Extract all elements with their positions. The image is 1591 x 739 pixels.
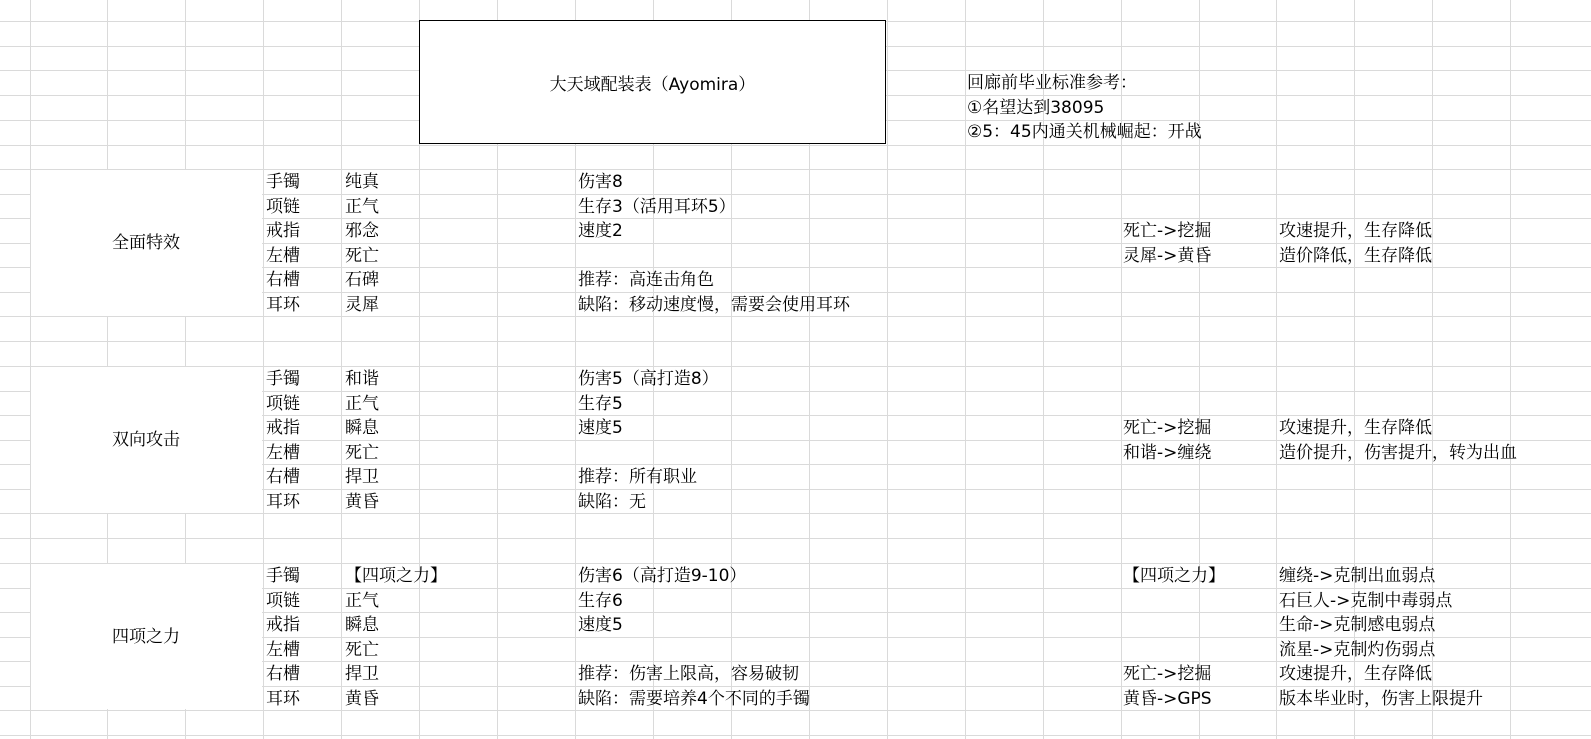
item-cell[interactable]: 纯真 xyxy=(345,172,379,192)
slot-cell[interactable]: 右槽 xyxy=(266,467,300,487)
item-cell[interactable]: 死亡 xyxy=(345,246,379,266)
item-cell[interactable]: 石碑 xyxy=(345,270,379,290)
slot-cell[interactable]: 戒指 xyxy=(266,615,300,635)
item-cell[interactable]: 正气 xyxy=(345,394,379,414)
note-cell[interactable]: 伤害6（高打造9-10） xyxy=(578,566,747,586)
note-cell[interactable]: 推荐：高连击角色 xyxy=(578,270,714,290)
effect-cell[interactable]: 攻速提升，生存降低 xyxy=(1279,664,1432,684)
swap-cell[interactable]: 和谐->缠绕 xyxy=(1123,443,1212,463)
effect-cell[interactable]: 流星->克制灼伤弱点 xyxy=(1279,640,1436,660)
slot-cell[interactable]: 左槽 xyxy=(266,640,300,660)
note-cell[interactable]: 生存5 xyxy=(578,394,623,414)
section-label[interactable]: 四项之力 xyxy=(112,627,180,647)
note-cell[interactable]: 生存6 xyxy=(578,591,623,611)
slot-cell[interactable]: 手镯 xyxy=(266,172,300,192)
item-cell[interactable]: 邪念 xyxy=(345,221,379,241)
note-cell[interactable]: 缺陷：移动速度慢，需要会使用耳环 xyxy=(578,295,850,315)
item-cell[interactable]: 【四项之力】 xyxy=(345,566,447,586)
effect-cell[interactable]: 攻速提升，生存降低 xyxy=(1279,221,1432,241)
section-label[interactable]: 双向攻击 xyxy=(112,430,180,450)
slot-cell[interactable]: 手镯 xyxy=(266,369,300,389)
reference-item-2[interactable]: ②5：45内通关机械崛起：开战 xyxy=(967,122,1202,142)
section-label[interactable]: 全面特效 xyxy=(112,233,180,253)
effect-cell[interactable]: 缠绕->克制出血弱点 xyxy=(1279,566,1436,586)
item-cell[interactable]: 瞬息 xyxy=(345,418,379,438)
swap-cell[interactable]: 死亡->挖掘 xyxy=(1123,221,1212,241)
slot-cell[interactable]: 耳环 xyxy=(266,492,300,512)
effect-cell[interactable]: 版本毕业时，伤害上限提升 xyxy=(1279,689,1483,709)
reference-item-1[interactable]: ①名望达到38095 xyxy=(967,98,1105,118)
slot-cell[interactable]: 戒指 xyxy=(266,221,300,241)
note-cell[interactable]: 速度5 xyxy=(578,615,623,635)
note-cell[interactable]: 伤害5（高打造8） xyxy=(578,369,719,389)
swap-cell[interactable]: 死亡->挖掘 xyxy=(1123,418,1212,438)
item-cell[interactable]: 瞬息 xyxy=(345,615,379,635)
sheet-title-box[interactable] xyxy=(419,20,886,144)
note-cell[interactable]: 速度5 xyxy=(578,418,623,438)
item-cell[interactable]: 死亡 xyxy=(345,443,379,463)
note-cell[interactable]: 推荐：伤害上限高，容易破韧 xyxy=(578,664,799,684)
note-cell[interactable]: 缺陷：需要培养4个不同的手镯 xyxy=(578,689,810,709)
reference-heading[interactable]: 回廊前毕业标准参考： xyxy=(967,73,1137,93)
note-cell[interactable]: 速度2 xyxy=(578,221,623,241)
slot-cell[interactable]: 项链 xyxy=(266,197,300,217)
item-cell[interactable]: 黄昏 xyxy=(345,492,379,512)
item-cell[interactable]: 死亡 xyxy=(345,640,379,660)
item-cell[interactable]: 正气 xyxy=(345,197,379,217)
slot-cell[interactable]: 戒指 xyxy=(266,418,300,438)
swap-cell[interactable]: 死亡->挖掘 xyxy=(1123,664,1212,684)
slot-cell[interactable]: 项链 xyxy=(266,394,300,414)
slot-cell[interactable]: 耳环 xyxy=(266,689,300,709)
slot-cell[interactable]: 耳环 xyxy=(266,295,300,315)
slot-cell[interactable]: 左槽 xyxy=(266,443,300,463)
slot-cell[interactable]: 右槽 xyxy=(266,664,300,684)
note-cell[interactable]: 缺陷：无 xyxy=(578,492,646,512)
swap-cell[interactable]: 黄昏->GPS xyxy=(1123,689,1212,709)
note-cell[interactable]: 推荐：所有职业 xyxy=(578,467,697,487)
slot-cell[interactable]: 项链 xyxy=(266,591,300,611)
effect-cell[interactable]: 造价提升，伤害提升，转为出血 xyxy=(1279,443,1517,463)
swap-cell[interactable]: 【四项之力】 xyxy=(1123,566,1225,586)
slot-cell[interactable]: 右槽 xyxy=(266,270,300,290)
item-cell[interactable]: 黄昏 xyxy=(345,689,379,709)
sheet-title: 大天域配装表（Ayomira） xyxy=(549,74,756,95)
effect-cell[interactable]: 攻速提升，生存降低 xyxy=(1279,418,1432,438)
effect-cell[interactable]: 石巨人->克制中毒弱点 xyxy=(1279,591,1453,611)
effect-cell[interactable]: 造价降低，生存降低 xyxy=(1279,246,1432,266)
item-cell[interactable]: 灵犀 xyxy=(345,295,379,315)
item-cell[interactable]: 捍卫 xyxy=(345,467,379,487)
item-cell[interactable]: 和谐 xyxy=(345,369,379,389)
note-cell[interactable]: 生存3（活用耳环5） xyxy=(578,197,736,217)
note-cell[interactable]: 伤害8 xyxy=(578,172,623,192)
item-cell[interactable]: 捍卫 xyxy=(345,664,379,684)
swap-cell[interactable]: 灵犀->黄昏 xyxy=(1123,246,1212,266)
slot-cell[interactable]: 左槽 xyxy=(266,246,300,266)
item-cell[interactable]: 正气 xyxy=(345,591,379,611)
effect-cell[interactable]: 生命->克制感电弱点 xyxy=(1279,615,1436,635)
slot-cell[interactable]: 手镯 xyxy=(266,566,300,586)
